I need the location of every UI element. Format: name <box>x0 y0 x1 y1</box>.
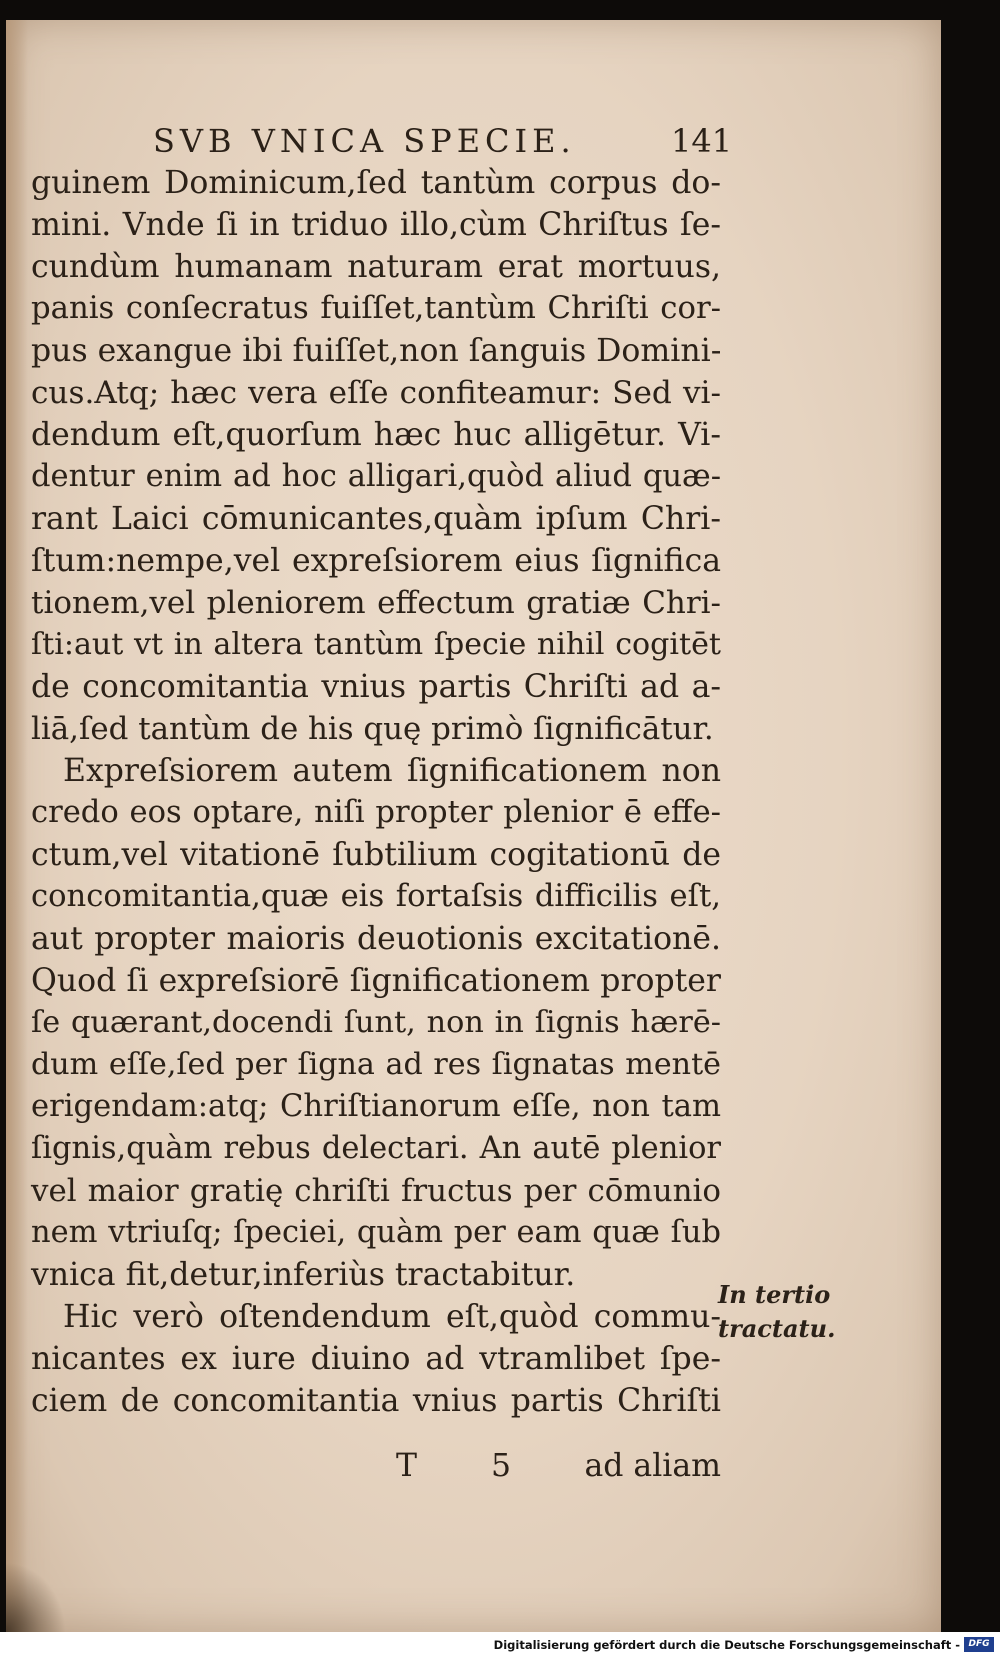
signature-number: 5 <box>491 1448 512 1484</box>
text-line: nicantes ex iure diuino ad vtramlibet ſpe- <box>31 1341 721 1377</box>
catchline <box>31 1448 721 1490</box>
text-line: mini. Vnde ſi in triduo illo,cùm Chriſtus ſe- <box>31 207 721 243</box>
running-head-title: SVB VNICA SPECIE. <box>153 122 576 160</box>
digitization-footer <box>0 1632 1000 1658</box>
text-line: tionem,vel pleniorem effectum gratiæ Chri- <box>31 585 721 621</box>
margin-note <box>718 1278 835 1346</box>
page-corner-stain <box>6 1562 66 1632</box>
signature-letter: T <box>396 1448 418 1484</box>
text-line: ſtum:nempe,vel expreſsiorem eius ſignifica <box>31 543 721 579</box>
text-line: vnica fit,detur,inferiùs tractabitur. <box>31 1257 576 1293</box>
text-line: pus exangue ibi fuiſſet,non ſanguis Domini- <box>31 333 722 369</box>
text-line: vel maior gratię chriſti fructus per cōmunio <box>31 1173 721 1209</box>
catchword: ad aliam <box>584 1448 721 1484</box>
text-line: dendum eſt,quorſum hæc huc alligētur. Vi- <box>31 417 721 453</box>
text-line: nem vtriuſq; ſpeciei, quàm per eam quæ ſub <box>31 1215 721 1250</box>
text-line: ſti:aut vt in altera tantùm ſpecie nihil cogitēt <box>31 627 721 662</box>
text-line: erigendam:atq; Chriſtianorum eſſe, non tam <box>31 1089 721 1124</box>
text-line: credo eos optare, niſi propter plenior ē effe- <box>31 795 721 830</box>
text-line: ſe quærant,docendi ſunt, non in ſignis hærē- <box>31 1005 721 1040</box>
text-line: concomitantia,quæ eis fortaſsis difficilis eſt, <box>31 879 721 914</box>
text-line: cundùm humanam naturam erat mortuus, <box>31 249 721 285</box>
text-line: ciem de concomitantia vnius partis Chriſti <box>31 1383 721 1419</box>
text-line: ſignis,quàm rebus delectari. An autē plenior <box>31 1131 721 1166</box>
footer-credit: Digitalisierung gefördert durch die Deutsche Forschungsgemeinschaft - <box>493 1638 960 1652</box>
body-text <box>31 162 721 1422</box>
margin-note-line: In tertio <box>718 1280 831 1309</box>
book-page <box>6 20 941 1632</box>
text-line: Expreſsiorem autem ſignificationem non <box>63 753 721 789</box>
page-number: 141 <box>671 122 733 160</box>
text-line: aut propter maioris deuotionis excitationē. <box>31 921 721 957</box>
text-line: liā,ſed tantùm de his quę primò ſignificātur. <box>31 711 714 747</box>
dfg-logo: DFG <box>964 1637 994 1652</box>
text-line: rant Laici cōmunicantes,quàm ipſum Chri- <box>31 501 721 537</box>
margin-note-line: tractatu. <box>718 1314 836 1343</box>
text-line: Quod ſi expreſsiorē ſignificationem propter <box>31 963 721 999</box>
text-line: guinem Dominicum,ſed tantùm corpus do- <box>31 165 721 201</box>
text-line: de concomitantia vnius partis Chriſti ad a- <box>31 669 721 705</box>
running-head <box>31 100 733 162</box>
text-block <box>31 100 733 1422</box>
text-line: panis conſecratus fuiſſet,tantùm Chriſti cor- <box>31 291 721 326</box>
text-line: Hic verò oſtendendum eſt,quòd commu- <box>63 1299 721 1335</box>
page-spine-shadow <box>6 20 28 1632</box>
text-line: dum eſſe,ſed per ſigna ad res ſignatas mentē <box>31 1047 721 1082</box>
text-line: dentur enim ad hoc alligari,quòd aliud quæ- <box>31 459 721 494</box>
text-line: cus.Atq; hæc vera eſſe confiteamur: Sed vi- <box>31 375 721 411</box>
text-line: ctum,vel vitationē ſubtilium cogitationū de <box>31 837 721 873</box>
